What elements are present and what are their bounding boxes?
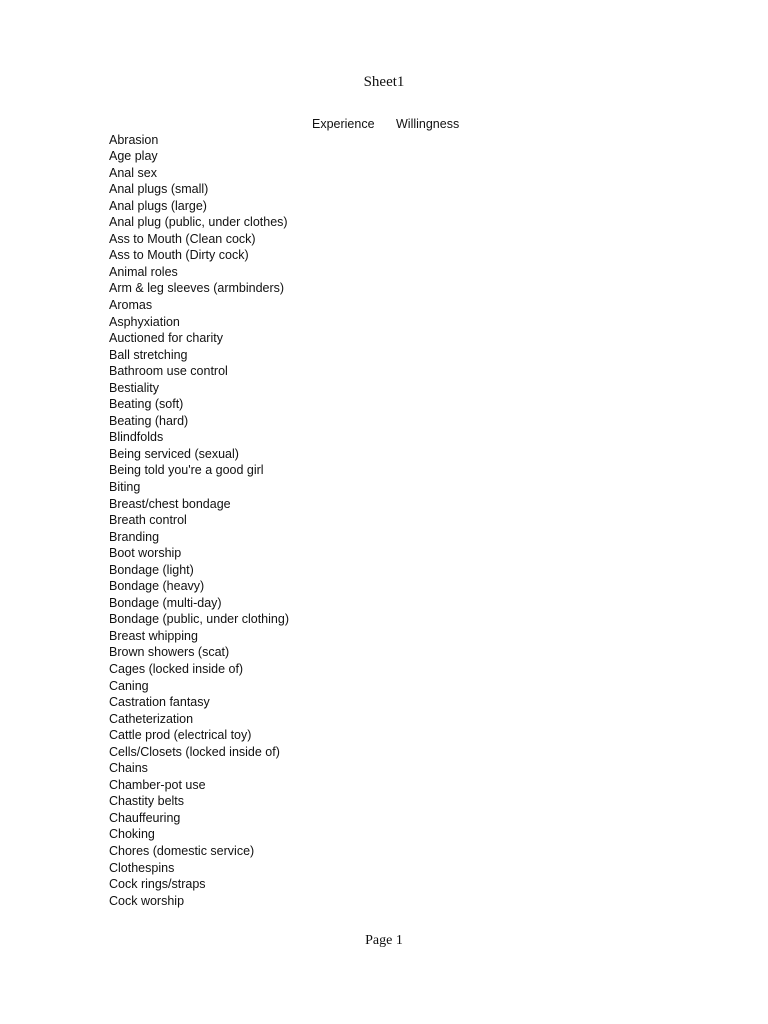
list-item: Branding [109,529,160,544]
list-item: Cock rings/straps [109,877,206,892]
list-item: Bestiality [109,380,160,395]
list-item: Chauffeuring [109,810,181,825]
item-list [109,132,289,910]
list-item: Breast whipping [109,628,198,643]
list-item: Animal roles [109,264,178,279]
list-item: Beating (hard) [109,413,189,428]
list-item: Choking [109,827,155,842]
list-item: Blindfolds [109,430,164,445]
list-item: Being told you're a good girl [109,463,264,478]
list-item: Chamber-pot use [109,777,206,792]
list-item: Abrasion [109,132,159,147]
list-item: Cock worship [109,893,185,908]
list-item: Ball stretching [109,347,188,362]
list-item: Cages (locked inside of) [109,662,244,676]
column-header-willingness: Willingness [396,117,460,131]
list-item: Anal plug (public, under clothes) [109,215,288,230]
list-item: Cells/Closets (locked inside of) [109,744,280,759]
list-item: Aromas [109,297,153,312]
list-item: Beating (soft) [109,397,184,412]
list-item: Arm & leg sleeves (armbinders) [109,281,285,296]
list-item: Anal plugs (large) [109,198,207,213]
list-item: Brown showers (scat) [109,645,230,660]
list-item: Caning [109,678,149,693]
list-item: Anal sex [109,165,157,180]
list-item: Bathroom use control [109,364,228,379]
list-item: Asphyxiation [109,314,180,329]
list-item: Breath control [109,513,187,528]
list-item: Bondage (light) [109,562,194,577]
list-item: Clothespins [109,860,175,875]
list-item: Bondage (multi-day) [109,595,222,610]
list-item: Castration fantasy [109,695,210,710]
list-item: Anal plugs (small) [109,182,209,197]
list-item: Catheterization [109,711,194,726]
list-item: Auctioned for charity [109,331,223,346]
sheet-title: Sheet1 [363,74,405,90]
page-footer: Page 1 [365,933,403,948]
list-item: Chastity belts [109,794,185,809]
list-item: Being serviced (sexual) [109,446,239,461]
list-item: Cattle prod (electrical toy) [109,728,252,743]
list-item: Ass to Mouth (Clean cock) [109,231,256,246]
list-item: Ass to Mouth (Dirty cock) [109,248,249,263]
list-item: Age play [109,149,158,164]
list-item: Bondage (heavy) [109,579,205,594]
list-item: Bondage (public, under clothing) [109,612,289,627]
list-item: Chores (domestic service) [109,844,255,859]
column-header-experience: Experience [312,117,375,131]
list-item: Breast/chest bondage [109,496,231,511]
list-item: Biting [109,479,141,494]
list-item: Boot worship [109,546,182,561]
list-item: Chains [109,761,148,776]
